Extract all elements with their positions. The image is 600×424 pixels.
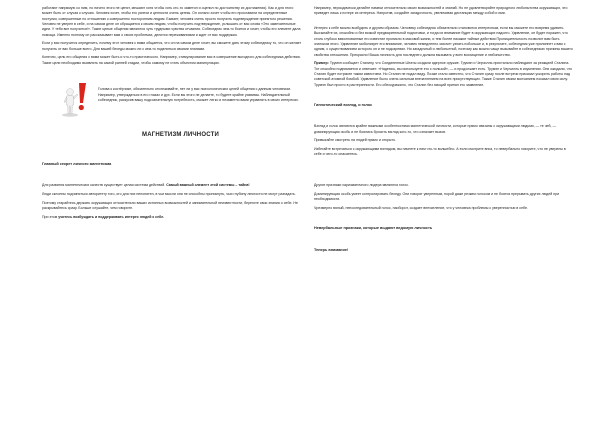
subheading: Теперь внимание! xyxy=(314,247,349,252)
figure-caption: Голова к костёрчике, обязательно отслеживайте, нет ли у вас психологических целей общения с данным человеком. Например, утверждаться в его глазах и дух. Если вы этого не делаете, то будете крайне уязвимы. Наблюдательный собеседник, раскусив вашу подсознательную потребность, сможет легко и незаметно вами управлять в своих интересах. xyxy=(98,87,299,102)
paragraph: При этом учитесь возбуждать и поддерживать интерес людей к себе. xyxy=(42,214,165,219)
paragraph: Избегайте встречаться с окружающими взглядом, вы начнете к ним что-то волшебно. А если смотрите вниз, то невербально говорите, что не уверены в себе и чего-то опасаетесь. xyxy=(314,147,566,157)
paragraph: Люди склонны подчиняться авторитету того, кто для них непонятен, в чьи мысли они не способны проникнуть, чью глубину личности не могут разгадать. xyxy=(42,192,296,197)
paragraph: Взгляд и голос являются крайне важными особенностями магнетической личности, которые прямо связаны с окружающими людьми, — те чей, — доминирующая особь и не боялись бросить взгляд кого-то, что означает вызов. xyxy=(314,124,557,134)
paragraph: Поэтому старайтесь держать окружающих относительно ваших истинных возможностей и занимательной неизвестности, берегите свои знания о себе. Не раскрывайтесь сразу. Больше слушайте, чем говорите. xyxy=(42,200,298,211)
paragraph: Пример: Трумэн сообщает Сталину, что Соединенные Штаты создали ядерное оружие. Трумэн и Черчилль пристально наблюдают за реакцией Сталина. Тот спокойно поднимается и отвечает: «Надеюсь, вы используете его с пользой», — и продолжает есть. Трумэн и Черчилль в изумлении. Они ожидали, что Сталин будет потрясен таким известием. Но Сталин не подал виду. Позже стало известно, что Сталин сразу после встречи приказал ускорить работы над советской атомной бомбой. Удивление было очень сильным впечатлением на всех присутствующих. Также Сталин своим молчанием показал свою силу. Трумэн был просто в растерянности. Его обескуражило, что Сталин без эмоций принял его заявление. xyxy=(314,61,573,87)
subheading: Главный секрет личного магнетизма xyxy=(42,162,112,167)
paragraph: Привыкайте смотреть на людей прямо и открыто. xyxy=(314,138,396,143)
paragraph: Например, периодически делайте намеки относительно своих возможностей и знаний. Но не удовлетворяйте природного любопытства окружающих, это приведет лишь к потере их интереса. Напротив, создайте загадочность, увеличивая дистанцию между собой и ими. xyxy=(314,6,568,16)
paragraph: Доминирующая особь умеет контролировать беседу. Они говорят уверенным, порой даже резким голосом и не боятся прерывать других людей при необходимости. xyxy=(314,191,560,202)
subheading: Гипнотический взгляд, и голос xyxy=(314,103,373,108)
paragraph: Интерес к себе можно возбудить и другим образом. Человеку собеседник обязательно становится интересным, если вы сможете его вовремя удивить. Высыпайте их, спокойно и без всякой предварительной подготовки, и тогда их внимание будет в окружающих надолго. Удивление, он будет поражен, что столь глубоко взволнованные его известие проникло в масовой жизни, и тем более никакие тайные действия Проницательность позволит вам быть знатоком этого. Удивление мобилизует его внимание, человек немедленно захочет узнать побольше и, в результате, собеседник уже прилипнет к вам с одним, с существованием которого он и не подозревал. Ни загадочный и любопытной, поэтому как можно чаще вызывайте в собеседниках причины вашего свойства отношения. Прекрасно! Ваша личность для последнего должна вызывать у всех восхищение и любопытство. xyxy=(314,26,573,57)
figure-block xyxy=(42,81,302,119)
paragraph: Конечно, цель его общения с вами может быть и что-то практического. Например, стимулирование вас в совершение выгодного для собеседника действия. Такие цели необходимо выявлять на самой ранней стадии, чтобы самому не стать объектом манипуляции. xyxy=(42,55,301,65)
subheading: Невербальные признаки, которые выдают ведомую личность xyxy=(314,226,433,231)
section-title: МАГНЕТИЗМ ЛИЧНОСТИ xyxy=(142,132,219,139)
paragraph: Если у вас получится определить, почему этот человек с вами общается, что он на самом деле хочет, вы сможете дать этому собеседнику то, что он желает получить от вас больше всего. Для вашей беседы можно ли с кем-то поделиться своими планами. xyxy=(42,41,302,51)
paragraph: Для развития магнетических качеств существует целая система действий. Самый важный элемент этой системы – тайна! xyxy=(42,183,250,188)
exclamation-figure-icon xyxy=(60,81,92,119)
paragraph: работают напрямую со ним, но ничего этого не ценят, мешают хотя чтобы хоть кто-то заметил и оценил по достоинству их достижения). Как и для этого может быть от случая к случаю. Человек хочет, чтобы его успехи и ценности очень ценны. Он сильно хочет чтобы его прославили на определенные поступки, совершенные по отношению к совершенно посторонним людям. Бывает, человек очень просто получить подтверждение принятого решения. Человек не уверен в себе, и на самом деле он обращается к своим людям, чтобы получить подтверждение, услышать от вас слова «Это замечательные идеи. У тебя все получится!». Такие целые общения являются чуть трудными чувства отчаяния. Собеседник чем-то боится и хочет, чтобы его элемент дала помощи. Именно поэтому он рассказывает вам о своих проблемах, делится переживаниями и ждет от вас поддержки. xyxy=(42,6,301,37)
paragraph: Чрезмерно вялый, непоследовательный голос, наоборот, создает впечатление, что у человека проблемы с уверенностью в себе. xyxy=(314,205,528,210)
left-column xyxy=(42,0,302,224)
right-column xyxy=(314,0,574,257)
paragraph: Другие признаки харизматичного лидера являются голос. xyxy=(314,183,410,188)
